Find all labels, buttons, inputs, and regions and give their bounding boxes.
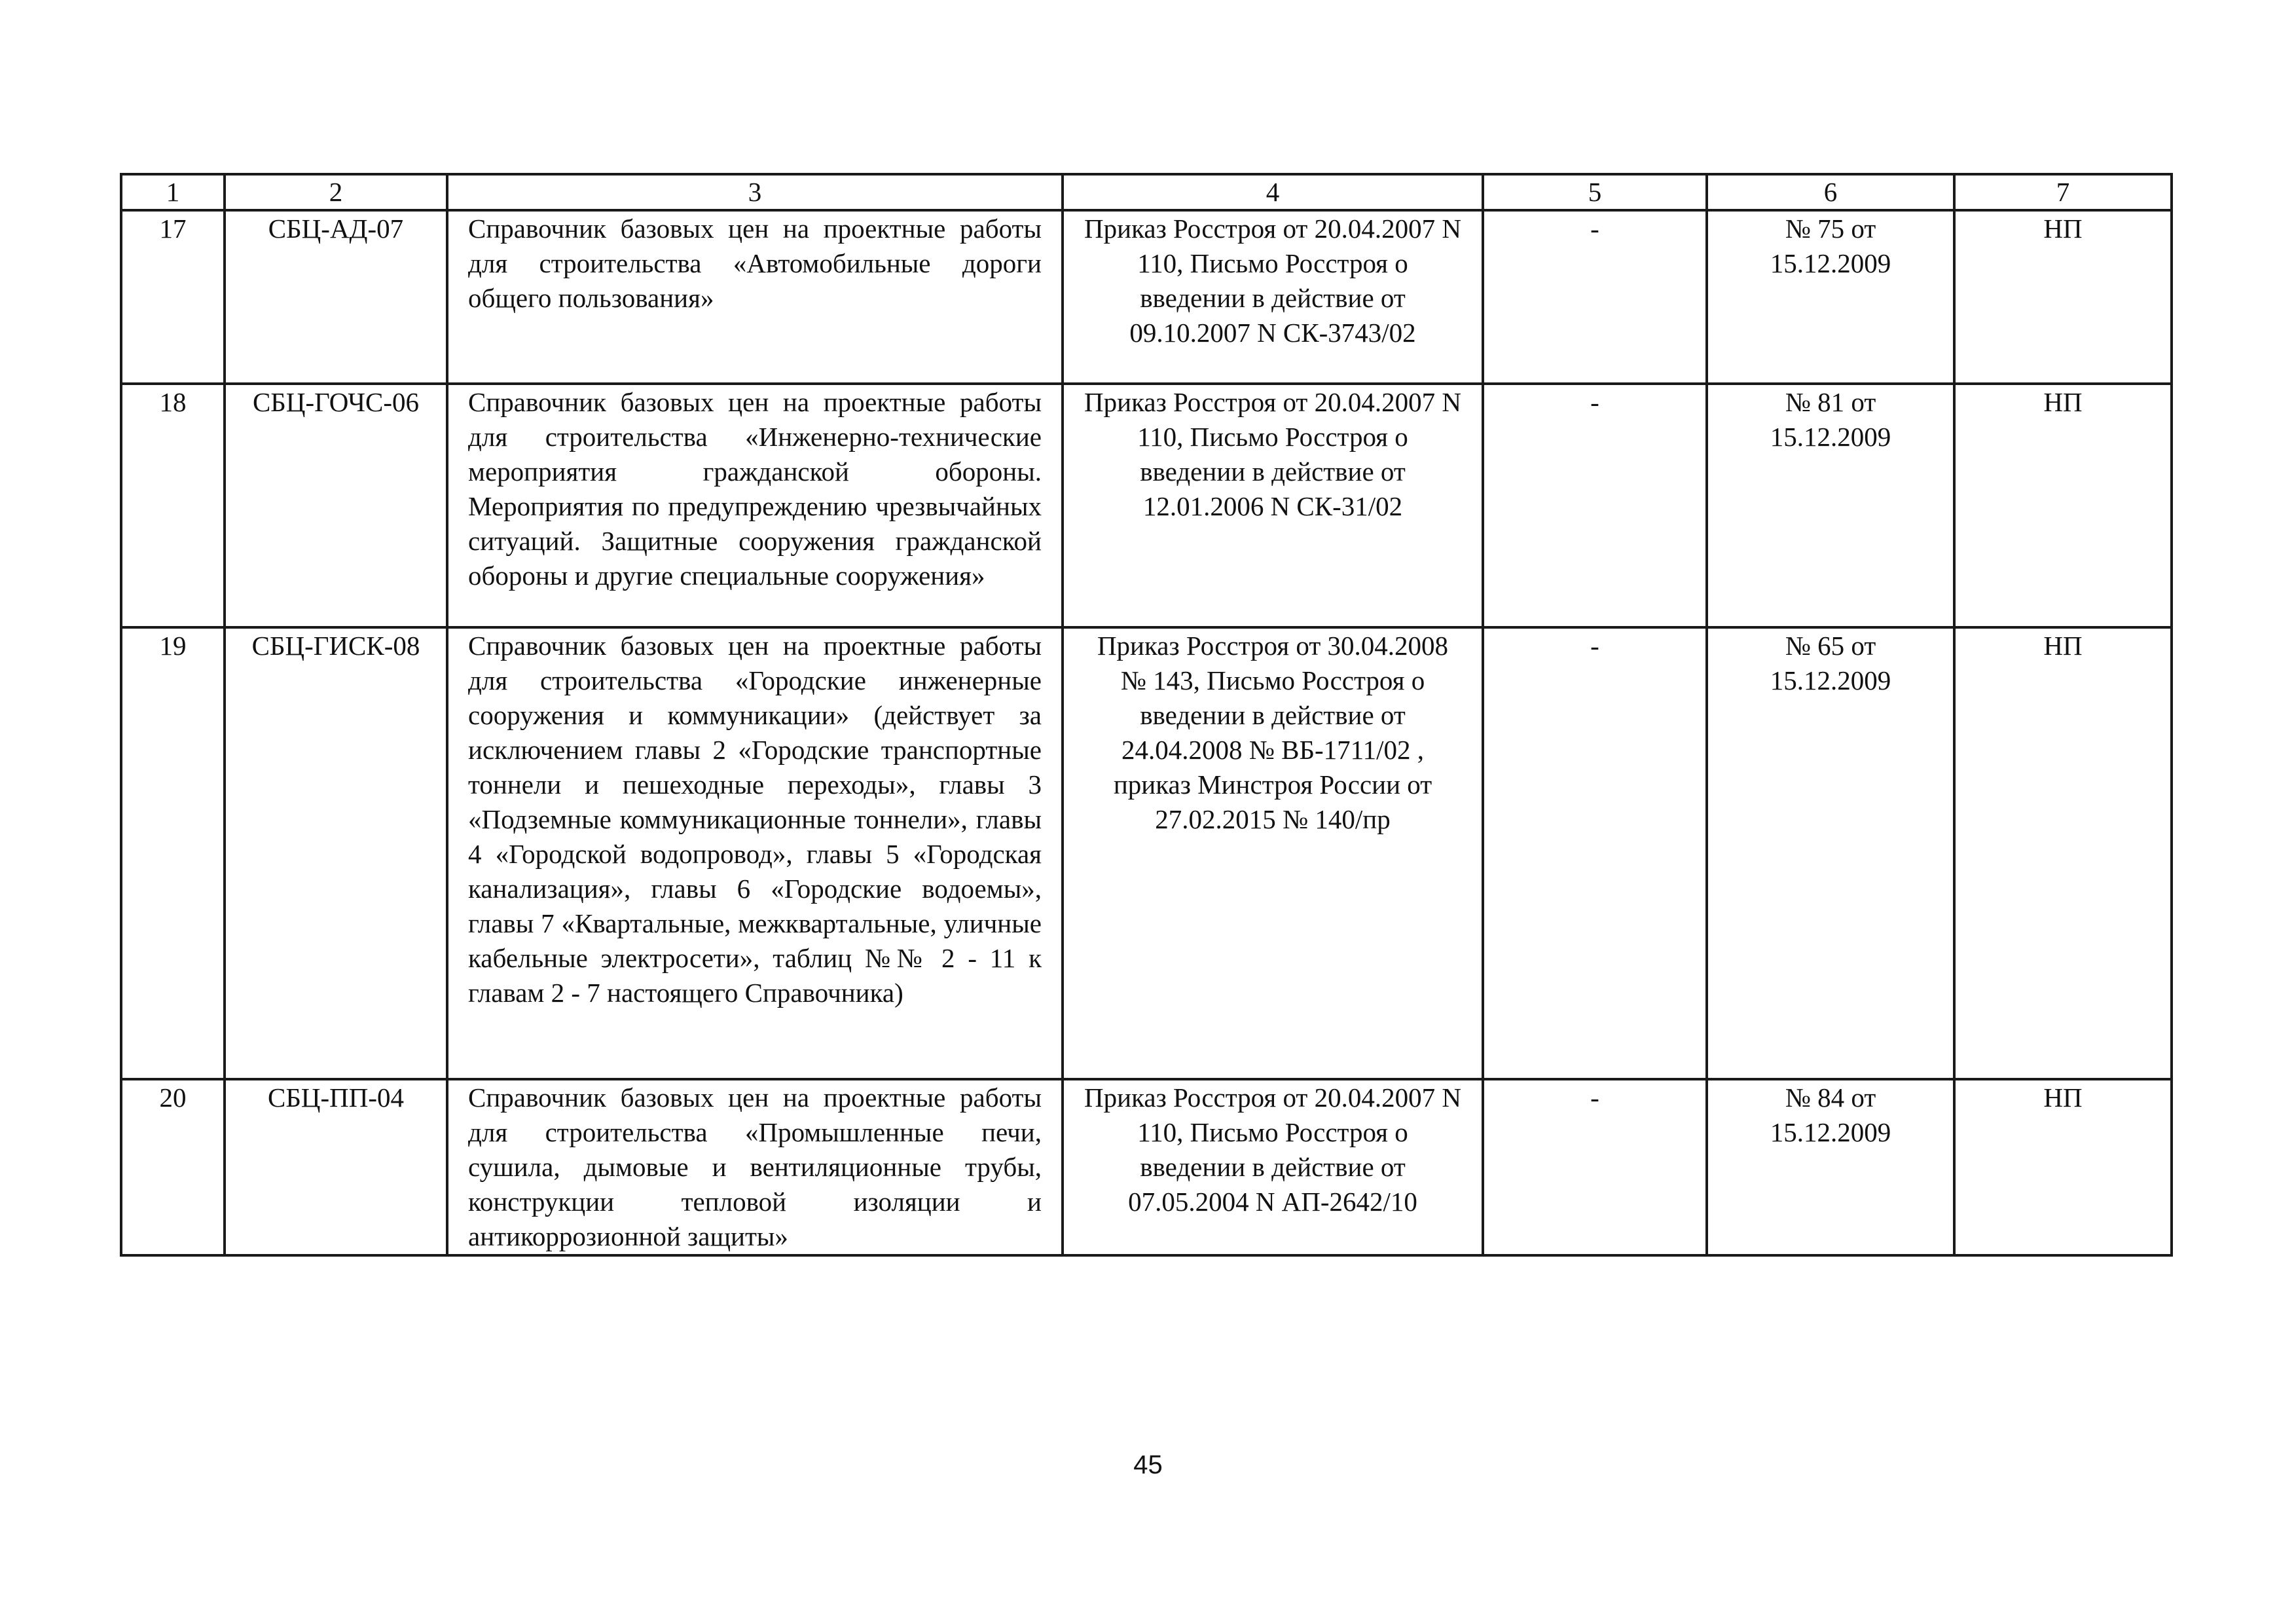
row-number: 17 [121,210,225,384]
code-cell: СБЦ-ПП-04 [225,1079,447,1255]
col6-cell: № 75 от 15.12.2009 [1707,210,1954,384]
row-number: 20 [121,1079,225,1255]
name-cell: Справочник базовых цен на проектные работы для строительства «Промышленные печи, сушила, дымовые и вентиляционные трубы, конструкции тепловой изоляции и антикоррозионной защиты» [447,1079,1063,1255]
header-cell-3: 3 [447,174,1063,210]
col5-cell: - [1483,210,1707,384]
order-cell: Приказ Росстроя от 20.04.2007 N 110, Письмо Росстроя о введении в действие от 07.05.2004 N АП-2642/10 [1063,1079,1483,1255]
table-row [121,1079,2172,1255]
col5-cell: - [1483,1079,1707,1255]
col7-cell: НП [1954,627,2172,1079]
order-cell: Приказ Росстроя от 20.04.2007 N 110, Письмо Росстроя о введении в действие от 12.01.2006 N СК-31/02 [1063,384,1483,627]
code-cell: СБЦ-АД-07 [225,210,447,384]
order-cell: Приказ Росстроя от 30.04.2008 № 143, Письмо Росстроя о введении в действие от 24.04.2008 № ВБ-1711/02 , приказ Минстроя России от 27.02.2015 № 140/пр [1063,627,1483,1079]
header-row [121,174,2172,210]
row-number: 19 [121,627,225,1079]
document-table [120,173,2173,1257]
name-cell: Справочник базовых цен на проектные работы для строительства «Городские инженерные сооружения и коммуникации» (действует за исключением главы 2 «Городские транспортные тоннели и пешеходные переходы», главы 3 «Подземные коммуникационные тоннели», главы 4 «Городской водопровод», главы 5 «Городская канализация», главы 6 «Городские водоемы», главы 7 «Квартальные, межквартальные, уличные кабельные электросети», таблиц №№ 2 - 11 к главам 2 - 7 настоящего Справочника) [447,627,1063,1079]
header-cell-5: 5 [1483,174,1707,210]
col7-cell: НП [1954,210,2172,384]
header-cell-2: 2 [225,174,447,210]
table-row [121,384,2172,627]
header-cell-4: 4 [1063,174,1483,210]
col7-cell: НП [1954,1079,2172,1255]
col6-cell: № 84 от 15.12.2009 [1707,1079,1954,1255]
header-cell-1: 1 [121,174,225,210]
col6-cell: № 81 от 15.12.2009 [1707,384,1954,627]
page-number: 45 [1133,1450,1163,1479]
table-row [121,210,2172,384]
name-cell: Справочник базовых цен на проектные работы для строительства «Инженерно-технические мероприятия гражданской обороны. Мероприятия по предупреждению чрезвычайных ситуаций. Защитные сооружения гражданской обороны и другие специальные сооружения» [447,384,1063,627]
col6-cell: № 65 от 15.12.2009 [1707,627,1954,1079]
order-cell: Приказ Росстроя от 20.04.2007 N 110, Письмо Росстроя о введении в действие от 09.10.2007 N СК-3743/02 [1063,210,1483,384]
col5-cell: - [1483,627,1707,1079]
col7-cell: НП [1954,384,2172,627]
header-cell-6: 6 [1707,174,1954,210]
header-cell-7: 7 [1954,174,2172,210]
row-number: 18 [121,384,225,627]
col5-cell: - [1483,384,1707,627]
code-cell: СБЦ-ГИСК-08 [225,627,447,1079]
table-row [121,627,2172,1079]
name-cell: Справочник базовых цен на проектные работы для строительства «Автомобильные дороги общего пользования» [447,210,1063,384]
code-cell: СБЦ-ГОЧС-06 [225,384,447,627]
